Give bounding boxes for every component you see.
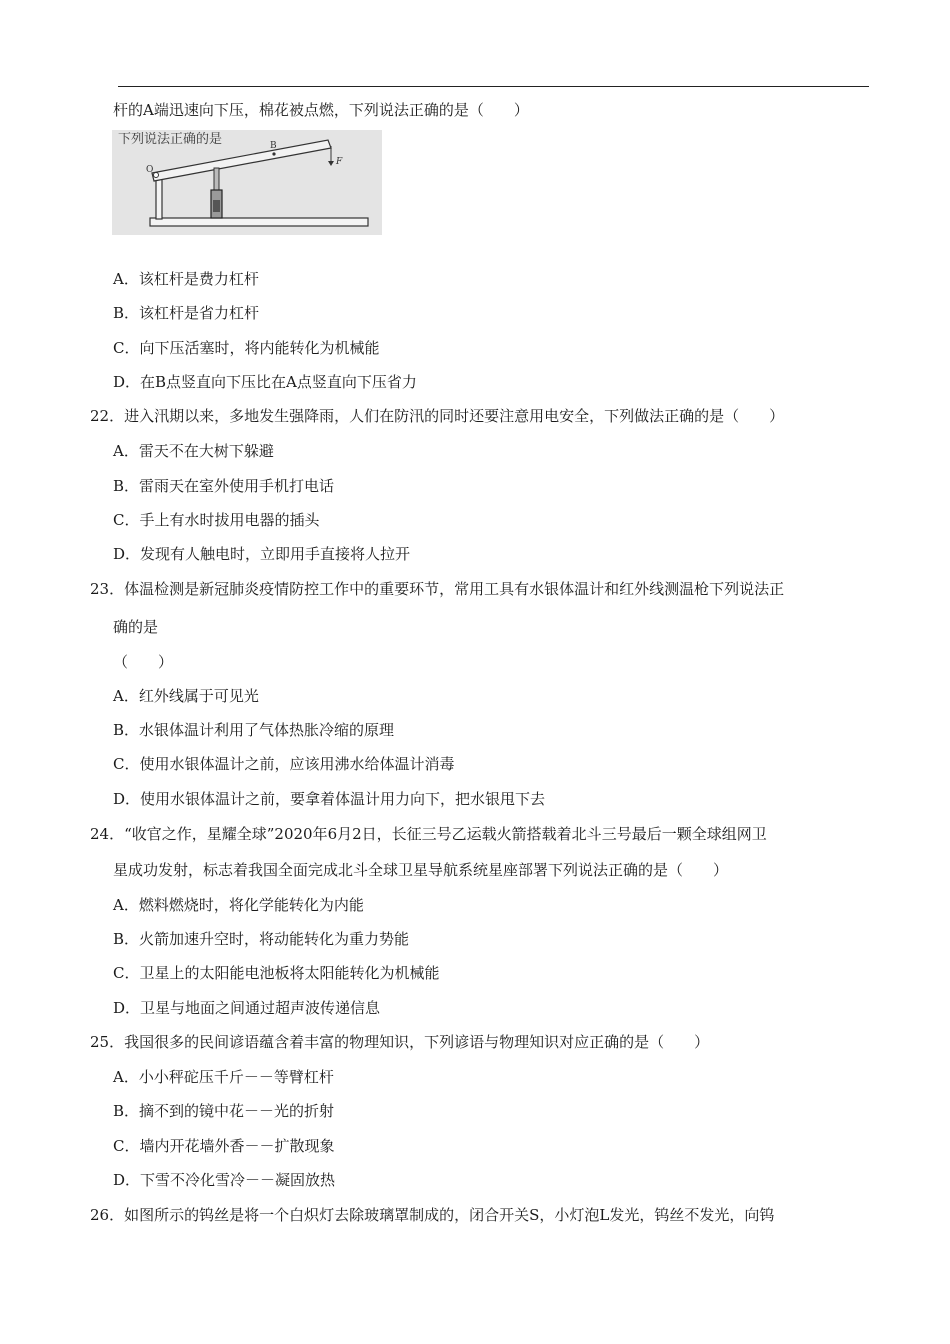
label-o: O xyxy=(146,165,154,175)
q24-stem-line2: 星成功发射，标志着我国全面完成北斗全球卫星导航系统星座部署下列说法正确的是（ ） xyxy=(113,861,729,879)
label-f: F xyxy=(336,157,343,167)
q24-stem-line1: 24．“收官之作，星耀全球”2020年6月2日，长征三号乙运载火箭搭载着北斗三号最后一颗全球组网卫 xyxy=(90,825,767,843)
q24-option-a: A．燃料燃烧时，将化学能转化为内能 xyxy=(113,896,364,914)
q23-option-c: C．使用水银体温计之前，应该用沸水给体温计消毒 xyxy=(113,755,455,773)
q24-option-d: D．卫星与地面之间通过超声波传递信息 xyxy=(113,999,381,1017)
cotton-icon xyxy=(213,200,220,212)
q21-stem-continuation: 杆的A端迅速向下压，棉花被点燃，下列说法正确的是（ ） xyxy=(113,101,529,119)
q23-option-a: A．红外线属于可见光 xyxy=(113,687,259,705)
q22-option-a: A．雷天不在大树下躲避 xyxy=(113,442,274,460)
q23-option-d: D．使用水银体温计之前，要拿着体温计用力向下，把水银甩下去 xyxy=(113,790,546,808)
q21-option-a: A．该杠杆是费力杠杆 xyxy=(113,270,259,288)
q23-stem-line2: 确的是 xyxy=(113,618,159,636)
label-b: B xyxy=(270,141,277,151)
q25-option-b: B．摘不到的镜中花－－光的折射 xyxy=(113,1102,335,1120)
q26-stem-line1: 26．如图所示的钨丝是将一个白炽灯去除玻璃罩制成的，闭合开关S，小灯泡L发光，钨丝不发光，向钨 xyxy=(90,1206,775,1224)
pivot-point-icon xyxy=(154,173,159,178)
header-rule xyxy=(118,86,869,87)
q23-stem-line1: 23．体温检测是新冠肺炎疫情防控工作中的重要环节，常用工具有水银体温计和红外线测温枪下列说法正 xyxy=(90,580,785,598)
q21-option-b: B．该杠杆是省力杠杆 xyxy=(113,304,260,322)
q25-option-c: C．墙内开花墙外香－－扩散现象 xyxy=(113,1137,335,1155)
q23-stem-line3: （ ） xyxy=(113,653,174,671)
q21-option-c: C．向下压活塞时，将内能转化为机械能 xyxy=(113,339,380,357)
q25-option-a: A．小小秤砣压千斤－－等臂杠杆 xyxy=(113,1068,334,1086)
q22-stem: 22．进入汛期以来，多地发生强降雨，人们在防汛的同时还要注意用电安全，下列做法正确的是（ ） xyxy=(90,407,785,425)
point-b-icon xyxy=(272,152,275,155)
q21-option-d: D．在B点竖直向下压比在A点竖直向下压省力 xyxy=(113,373,417,391)
q22-option-c: C．手上有水时拔用电器的插头 xyxy=(113,511,320,529)
q25-stem: 25．我国很多的民间谚语蕴含着丰富的物理知识，下列谚语与物理知识对应正确的是（ ） xyxy=(90,1033,710,1051)
q22-option-d: D．发现有人触电时，立即用手直接将人拉开 xyxy=(113,545,411,563)
q24-option-b: B．火箭加速升空时，将动能转化为重力势能 xyxy=(113,930,410,948)
q24-option-c: C．卫星上的太阳能电池板将太阳能转化为机械能 xyxy=(113,964,440,982)
lever-figure xyxy=(112,130,382,235)
q25-option-d: D．下雪不冷化雪冷－－凝固放热 xyxy=(113,1171,336,1189)
base-board-icon xyxy=(150,218,368,226)
q22-option-b: B．雷雨天在室外使用手机打电话 xyxy=(113,477,335,495)
piston-rod-icon xyxy=(214,168,219,190)
figure-caption: 下列说法正确的是 xyxy=(118,132,223,147)
q23-option-b: B．水银体温计利用了气体热胀冷缩的原理 xyxy=(113,721,395,739)
